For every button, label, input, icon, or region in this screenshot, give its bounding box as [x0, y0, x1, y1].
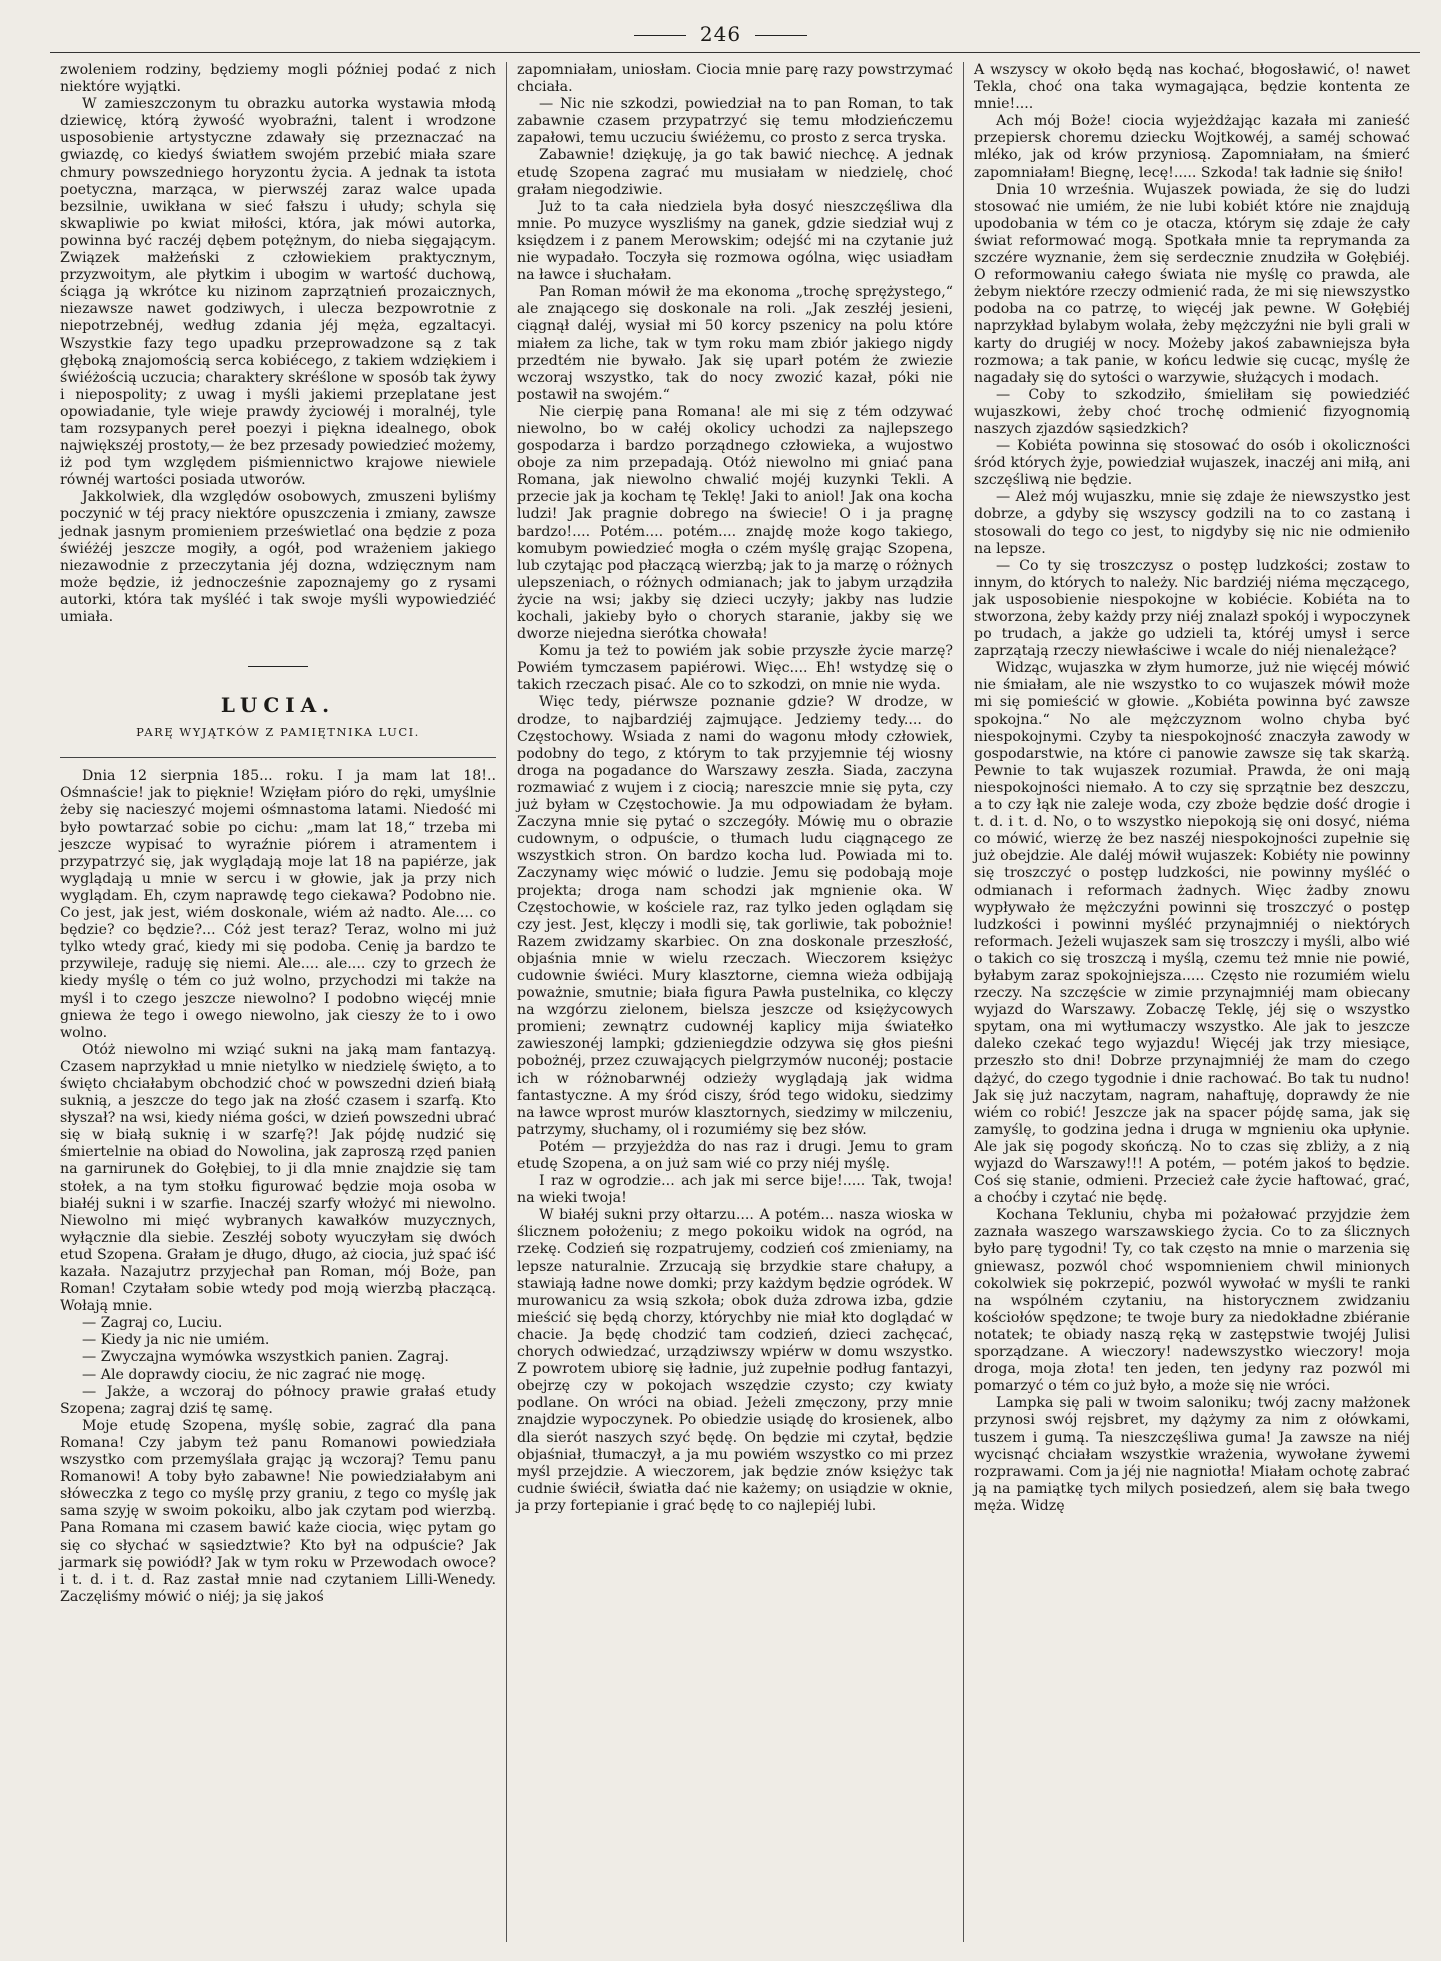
col1-paragraph-4: Dnia 12 sierpnia 185... roku. I ja mam lat 18!.. Ośmnaście! jak to pięknie! Wzięłam pióro do ręki, umyślnie żeby się nacieszyć mojemi ośmnastoma latami. Niedość mi było powtarzać sobie po cichu: „mam lat 18,“ trzeba mi jeszcze wypisać to wyraźnie piórem i atramentem i przypatrzyć się, jak wyglądają moje lat 18 na papiérze, jak wyglądają u mnie w sercu i w głowie, jak ja przy nich wyglądam. Eh, czym naprawdę tego ciekawa? Podobno nie. Co jest, jak jest, wiém doskonale, wiém aż nadto. Ale.... co będzie? co będzie?... Cóż jest teraz? Teraz, wolno mi już tylko wtedy grać, kiedy mi się podoba. Cenię ja bardzo te przywileje, raduję się niemi. Ale.... ale.... czy to grzech że kiedy myślę o tém co już wolno, przychodzi mi także na myśl i to czego jeszcze niewolno? I podobno więcéj mnie gniewa że tego i owego niewolno, jak cieszy że to i owo wolno. — [60, 768, 496, 1041]
section-divider — [248, 666, 308, 667]
col2-paragraph-4: Już to ta cała niedziela była dosyć nieszczęśliwa dla mnie. Po muzyce wyszliśmy na ganek, gdzie siedział wuj z księdzem i z panem Merowskim; odejść mi na czytanie już nie wypadało. Toczyła się rozmowa ogólna, więc usiadłam na ławce i słuchałam. — [517, 198, 953, 284]
col3-paragraph-1: A wszyscy w około będą nas kochać, błogosławić, o! nawet Tekla, choć ona taka wymagająca, będzie kontenta ze mnie!.... — [974, 62, 1410, 113]
story-subtitle: PARĘ WYJĄTKÓW Z PAMIĘTNIKA LUCI. — [136, 725, 420, 740]
col2-paragraph-3: Zabawnie! dziękuję, ja go tak bawić niechcę. A jednak etudę Szopena zagrać mu musiałam w niedzielę, choć grałam niegodziwie. — [517, 147, 953, 198]
col3-paragraph-4: Widząc, wujaszka w złym humorze, już nie więcéj mówić nie śmiałam, ale nie wszystko to co wujaszek mówił może mi się pomieścić w głowie. „Kobiéta powinna być zawsze spokojna.“ No ale mężczyznom wolno chyba być niespokojnymi. Czyby ta niespokojność znaczyła zawody w gospodarstwie, na które ci panowie zawsze się tak skarżą. Pewnie to tak wujaszek rozumiał. Prawda, że oni mają niespokojności niemało. A to czy się sprzątnie bez deszczu, a to czy łąk nie zaleje woda, czy zboże będzie dość drogie i t. d. i t. d. No, o to wszystko niepokoją się oni dosyć, niéma co mówić, wierzę że bez naszéj niespokojności zupełnie się już obejdzie. Ale daléj mówił wujaszek: Kobiéty nie powinny się troszczyć o postęp ludzkości, nie powinny myśléć o odmianach i reformach żadnych. Więc żadby znowu wypływało że mężczyźni powinni się troszczyć o postęp ludzkości i powinni myśléć przynajmniéj o niektórych reformach. Jeżeli wujaszek sam się troszczy i myśli, albo wié o takich co się troszczą i myślą, czemu też mnie nie powié, byłabym zaraz spokojniejsza..... Często nie rozumiém wielu rzeczy. Na szczęście w zimie przynajmniéj mam obiecany wyjazd do Warszawy. Zobaczę Teklę, jéj się o wszystko spytam, ona mi wytłumaczy wszystko. Ale jak to jeszcze daleko czekać tego wyjazdu! Więcéj jak trzy miesiące, przeszło sto dni! Dobrze przynajmniéj że mam do czego dążyć, do czego tygodnie i dnie rachować. Bo tak tu nudno! Jak się już naczytam, nagram, nahaftuję, doprawdy że nie wiém co robić! Jeszcze jak na spacer pójdę sama, jak się zamyślę, to godzina jedna i druga w mgnieniu oka upłynie. Ale jak się pogody skończą. No to czas się zbliży, a z nią wyjazd do Warszawy!!! A potém, — potém jakoś to będzie. Coś się stanie, odmieni. Przecież całe życie haftować, grać, a choćby i czytać nie będę. — [974, 660, 1410, 1207]
header-rule — [50, 52, 1420, 53]
text-columns — [50, 62, 1420, 1942]
col2-paragraph-6: Nie cierpię pana Romana! ale mi się z tém odzywać niewolno, bo w całéj okolicy uchodzi za najlepszego gospodarza i bardzo porządnego człowieka, a wujostwo oboje za nim przepadają. Otóż niewolno mi gniać pana Romana, jak niewolno chwalić mojéj kuzynki Tekli. A przecie jak ja kocham tę Teklę! Jaki to aniol! Jak ona kocha ludzi! Jak pragnie dobrego na świecie! O i ja pragnę bardzo!.... Potém.... potém.... znajdę może kogo takiego, komubym powiedzieć mogła o czém myślę grając Szopena, lub czytając pod płaczącą wierzbą; jak to ja marzę o różnych ulepszeniach, o różnych odmianach; jak to jabym urządziła życie na wsi; jakby się dzieci uczyły; jakby nas ludzie kochali, jakieby było o chorych staranie, jakby się we dworze niejedna sierótka chowała! — [517, 403, 953, 643]
col1-dialogue-5: — Jakże, a wczoraj do północy prawie grałaś etudy Szopena; zagraj dziś tę samę. — [60, 1383, 496, 1417]
col2-paragraph-8: Więc tedy, piérwsze poznanie gdzie? W drodze, w drodze, to najbardziéj zajmujące. Jedziemy tedy.... do Częstochowy. Wsiada z nami do wagonu młody człowiek, podobny do tego, z którym to tak przyjemnie téj wiosny droga na pogadance do Warszawy zeszła. Siada, zaczyna rozmawiać z wujem i z ciocią; nareszcie mnie się pyta, czy już byłam w Częstochowie. Ja mu odpowiadam że byłam. Zaczyna mnie się pytać o szczegóły. Mówię mu o obrazie cudownym, o odpuście, o tłumach ludu ciągnącego ze wszystkich stron. On bardzo kocha lud. Powiada mi to. Zaczynamy więc mówić o ludzie. Jemu się podobają moje projekta; droga nam schodzi jak mgnienie oka. W Częstochowie, w kościele raz, raz tylko jeden oglądam się czy jest. Jest, klęczy i modli się, tak gorliwie, tak pobożnie! Razem zwidzamy skarbiec. On zna doskonale przeszłość, objaśnia mnie w wielu rzeczach. Wieczorem księżyc cudownie świéci. Mury klasztorne, ciemna wieża odbijają poważnie, smutnie; biała figura Pawła pustelnika, co klęczy na wzgórzu zielonem, bielsza jeszcze od księżycowych promieni; zewnątrz cudownéj kaplicy mija światełko zawieszonéj lampki; gdzieniegdzie odzywa się głos pieśni pobożnéj, przez czuwających pielgrzymów nuconéj; postacie ich w różnobarwnéj odzieży wyglądają jak widma fantastyczne. A my śród ciszy, śród tego widoku, siedzimy na ławce wprost murów klasztornych, siedzimy w milczeniu, patrzymy, słuchamy, ol i rozumiémy się bez słów. — [517, 694, 953, 1138]
col3-dialogue-1: — Coby to szkodziło, śmieliłam się powiedziéć wujaszkowi, żeby choć trochę odmienić fizyognomią naszych zjazdów sąsiedzkich? — [974, 386, 1410, 437]
col3-paragraph-6: Lampka się pali w twoim saloniku; twój zacny małżonek przynosi swój rejsbret, my dążymy za nim z ołówkami, tuszem i gumą. Ta nieszczęśliwa guma! Ja zawsze na niéj wycisnąć chciałam wszystkie wrażenia, wywołane żywemi rozprawami. Com ja jéj nie nagniotła! Miałam ochotę zabrać ją na pamiątkę tych milych posiedzeń, alem się bała twego męża. Widzę — [974, 1395, 1410, 1514]
col1-paragraph-2: W zamieszczonym tu obrazku autorka wystawia młodą dziewicę, którą żywość wyobraźni, talent i wrodzone usposobienie artystyczne zdawały się przeznaczać na gwiazdę, co kiedyś światłem swojém przebić miała szare chmury powszedniego horyzontu życia. A jednak ta istota poetyczna, marząca, w pierwszéj zaraz walce upada bezsilnie, uwikłana w sieć fałszu i ułudy; schyla się skwapliwie po kwiat miłości, która, jak mówi autorka, powinna być raczéj dębem potężnym, do nieba sięgającym. Związek małżeński z człowiekiem praktycznym, przyzwoitym, ale płytkim i ubogim w wartość duchową, ściąga ją wkrótce ku nizinom zaprzątnień prozaicznych, niezawsze nawet godziwych, i ulecza bezpowrotnie z niepotrzebnéj, według zdania jéj męża, egzaltacyi. Wszystkie fazy tego upadku przeprowadzone są z tak głęboką znajomością serca kobiécego, z takiem wdziękiem i świéżością uczucia; charaktery skréślone w sposób tak żywy i niepospolity; z uwag i myśli jakiemi przeplatane jest opowiadanie, tyle wieje prawdy życiowéj i moralnéj, tyle tam rozsypanych pereł poezyi i piękna idealnego, obok największéj prostoty,— że bez przesady powiedzieć możemy, iż pod tym względem piśmiennictwo krajowe niewiele równéj wartości posiada utworów. — [60, 96, 496, 489]
col1-dialogue-1: — Zagraj co, Luciu. — [82, 1315, 223, 1332]
col1-dialogue-2: — Kiedy ja nic nie umiém. — [82, 1332, 270, 1349]
col2-paragraph-5: Pan Roman mówił że ma ekonoma „trochę sprężystego,“ ale znającego się doskonale na roli. „Jak zeszłéj jesieni, ciągnął daléj, wysiał mi 50 korcy pszenicy na polu które miałem za liche, tak w tym roku mam zbiór jakiego nigdy przedtém nie bywało. Jak się uparł potém że zwiezie wczoraj wszystko, tak do nocy zwozić kazał, póki nie postawił na swojém.“ — [517, 284, 953, 403]
col1-dialogue-3: — Zwyczajna wymówka wszystkich panien. Zagraj. — [82, 1349, 449, 1366]
col2-paragraph-7: Komu ja też to powiém jak sobie przyszłe życie marzę? Powiém tymczasem papiérowi. Więc.... Eh! wstydzę się o takich rzeczach pisać. Ale co to szkodzi, on mnie nie wyda. — [517, 643, 953, 694]
col3-paragraph-5: Kochana Tekluniu, chyba mi pożałować przyjdzie żem zaznała waszego warszawskiego życia. Co to za ślicznych było parę tygodni! Ty, co tak często na mnie o marzenia się gniewasz, pozwól choć wspomnieniem chwil minionych cokolwiek się pokrzepić, pozwól wywołać w myśli te ranki na wspólném czytaniu, na historycznem zwidzaniu kościołów spędzone; te twoje bury za niedokładne zbiéranie notatek; te obiady naszą ręką w zastępstwie twojéj Julisi sporządzane. A wieczory! nadewszystko wieczory! moja droga, moja złota! ten jeden, ten jedyny raz pozwól mi pomarzyć o tém co już było, a może się nie wróci. — [974, 1207, 1410, 1395]
col2-paragraph-9: Potém — przyjeżdża do nas raz i drugi. Jemu to gram etudę Szopena, a on już sam wié co przy niéj myślę. — [517, 1138, 953, 1172]
page-number-right-dash — [755, 35, 807, 36]
col3-dialogue-3: — Ależ mój wujaszku, mnie się zdaje że niewszystko jest dobrze, a gdyby się wszyscy godzili na to co zastaną i stosowali do tego co jest, to nigdyby się nic nie odmieniło na lepsze. — [974, 489, 1410, 557]
col2-paragraph-10: I raz w ogrodzie... ach jak mi serce bije!..... Tak, twoja! na wieki twoja! — [517, 1173, 953, 1207]
col1-paragraph-5: Otóż niewolno mi wziąć sukni na jaką mam fantazyą. Czasem naprzykład u mnie nietylko w niedzielę święto, a to święto chciałabym obchodzić choć w powszedni dzień białą suknią, a jeszcze do tego jak na złość czasem i szarfą. Kto słyszał? na wsi, kiedy niéma gości, w dzień powszedni ubrać się w białą suknię i w szarfę?! Jak pójdę nudzić się śmiertelnie na obiad do Nowolina, jak zaproszą rzęd panien na garnirunek do Gołębiej, to ji dla mnie znajdzie się tam stołek, a na tym stołku figurować będzie moja osoba w białéj sukni i w szarfie. Inaczéj szarfy włożyć mi niewolno. Niewolno mi mięć wybranych kawałków muzycznych, wyłącznie dla siebie. Zeszłéj soboty wyuczyłam się dwóch etud Szopena. Grałam je długo, długo, aż ciocia, już spać iść kazała. Nazajutrz przyjechał pan Roman, mój Boże, pan Roman! Czytałam sobie wtedy pod moją wierzbą płaczącą. Wołają mnie. — [60, 1041, 496, 1315]
col3-dialogue-2: — Kobiéta powinna się stosować do osób i okoliczności śród których żyje, powiedział wujaszek, inaczéj ani miłą, ani szczęśliwą nie będzie. — [974, 438, 1410, 489]
column-3 — [963, 62, 1420, 1942]
col2-paragraph-2: — Nic nie szkodzi, powiedział na to pan Roman, to tak zabawnie czasem przypatrzyć się temu młodzieńczemu zapałowi, temu uczuciu świéżemu, co prosto z serca tryska. — [517, 96, 953, 147]
col3-paragraph-2: Ach mój Boże! ciocia wyjeżdżając kazała mi zanieść przepiersk choremu dziecku Wojtkowéj, a saméj schować mléko, jak od krów przyniosą. Zapomniałam, na śmierć zapomniałam! Biegnę, lecę!..... Szkoda! tak ładnie się śniło! — [974, 113, 1410, 181]
col1-paragraph-3: Jakkolwiek, dla względów osobowych, zmuszeni byliśmy poczynić w téj pracy niektóre opuszczenia i zmiany, zawsze jednak jasnym promieniem prześwietlać ona będzie z poza świéżéj jeszcze mogiły, a ogół, pod wrażeniem jakiego niezawodnie z przeczytania jéj doznа, wdzięcznym nam może będzie, iż jednocześnie zapoznajemy go z rysami autorki, która tak myśléć i tak swoje myśli wypowiedziéć umiała. — [60, 489, 496, 625]
col1-paragraph-1: zwoleniem rodziny, będziemy mogli później podać z nich niektóre wyjątki. — [60, 62, 496, 96]
col3-dialogue-4: — Co ty się troszczysz o postęp ludzkości; zostaw to innym, do których to należy. Nic bardziéj niéma męczącego, jak usposobienie niespokojne w kobiécie. Kobiéta na to stworzona, żeby każdy przy niéj znalazł spokój i wypoczynek po trudach, a jakże go udzieli ta, któréj umysł i serce zaprzątają rzeczy niewłaściwe i wcale do niéj nienależące? — [974, 557, 1410, 660]
page-number — [0, 22, 1441, 46]
col2-paragraph-11: W białéj sukni przy ołtarzu.... A potém... nasza wioska w ślicznem położeniu; z mego pokoiku widok na ogród, na rzekę. Codzień się rozpatrujemy, codzień coś zmieniamy, na lepsze naturalnie. Zrzucają się brzydkie stare chałupy, a stawiają ładne nowe domki; przy każdym będzie ogródek. W murowanicu za wsią szkoła; obok duża zdrowa izba, gdzie mieścić się będą chorzy, którychby nie miał kto doglądać w chacie. Ja będę chodzić tam codzień, dzieci zachęcać, chorych odwiedzać, urządziwszy wpiérw w domu wszystko. Z powrotem ubiorę się ładnie, już zupełnie podług fantazyi, obejrzę czy w pokojach wszędzie czysto; czy kwiaty podlane. On wróci na obiad. Jeżeli zmęczony, przy mnie znajdzie wypoczynek. Po obiedzie usiądę do krosienek, albo dla sierót naszych szyć będę. On będzie mi czytał, będzie objaśniał, tłumaczył, a ja mu powiém wszystko co mi przez myśl przejdzie. A wieczorem, jak będzie znów księżyc tak cudnie świécił, światła dać nie każemy; on usiądzie w oknie, ja przy fortepianie i grać będę to co najlepiéj lubi. — [517, 1207, 953, 1514]
col1-dialogue-4: — Ale doprawdy ciociu, że nic zagrać nie mogę. — [82, 1366, 426, 1383]
column-2 — [506, 62, 963, 1942]
col3-paragraph-3: Dnia 10 września. Wujaszek powiada, że się do ludzi stosować nie umiém, że nie lubi kobiét które nie znajdują upodobania w tém co je otacza, którym się zdaje że cały świat reformować mogą. Spotkała mnie ta reprymanda za szczére wyznanie, żem się serdecznie znudziła w Gołębiéj. O reformowaniu całego świata nie myślę co prawda, ale żebym niektóre rzeczy odmienić rada, że mi się niewszystko podoba na co patrzę, to więcéj jak pewne. W Gołębiéj naprzykład bylabym wolała, żeby mężczyźni nie byli grali w karty do drugiéj w nocy. Możeby jakoś zabawniejsza była rozmowa; a tak panie, w końcu ledwie się cucąc, myślę że nagadały się do sytości o warzywie, służących i modach. — [974, 181, 1410, 386]
story-title: LUCIA. — [220, 693, 336, 718]
page-number-text: 246 — [699, 22, 742, 46]
column-1 — [50, 62, 506, 1942]
subtitle-rule — [60, 757, 496, 758]
page-number-left-dash — [634, 35, 686, 36]
col1-paragraph-6: Moje etudę Szopena, myślę sobie, zagrać dla pana Romana! Czy jabym też panu Romanowi powiedziała wszystko com przemyślała grając ją wczoraj? Temu panu Romanowi! A toby było zabawne! Nie powiedziałabym ani słóweczka z tego co myślę przy graniu, z tego co myślę jak sama szyję w swoim pokoiku, albo jak czytam pod wierzbą. Pana Romana mi czasem bawić każe ciocia, więc pytam go się co słychać w sąsiedztwie? Kto był na odpuście? Jak jarmark się powiódł? Jak w tym roku w Przewodach owoce? i t. d. i t. d. Raz zastał mnie nad czytaniem Lilli-Wenedy. Zaczęliśmy mówić o niéj; ja się jakoś — [60, 1417, 496, 1605]
col2-paragraph-1: zapomniałam, uniosłam. Ciocia mnie parę razy powstrzymać chciała. — [517, 62, 953, 96]
